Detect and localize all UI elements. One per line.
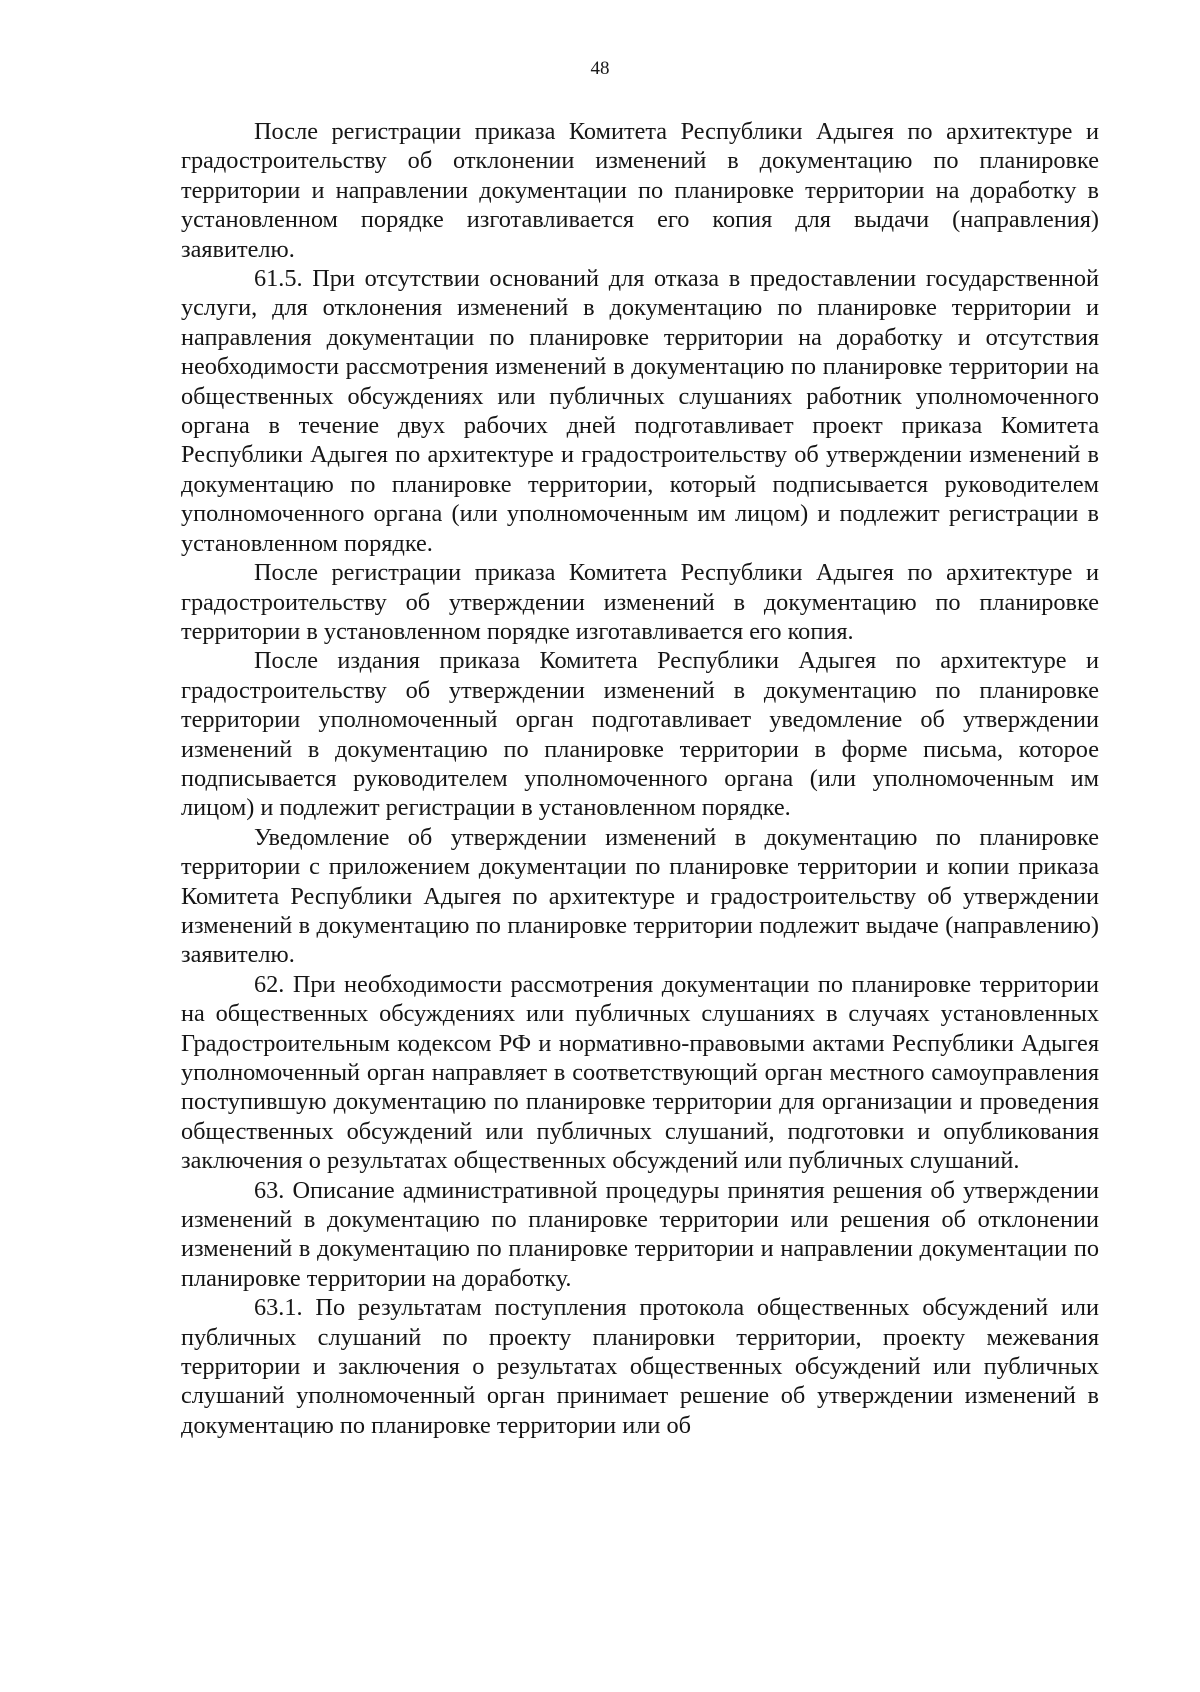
paragraph-62: 62. При необходимости рассмотрения документации по планировке территории на общественных обсуждениях или публичных слушаниях в случаях установленных Градостроительным кодексом РФ и нормативно-правовыми актами Республики Адыгея уполномоченный орган направляет в соответствующий орган местного самоуправления поступившую документацию по планировке территории для организации и проведения общественных обсуждений или публичных слушаний, подготовки и опубликования заключения о результатах общественных обсуждений или публичных слушаний. [181,970,1099,1175]
paragraph-notification-prep: После издания приказа Комитета Республики Адыгея по архитектуре и градостроительству об утверждении изменений в документацию по планировке территории уполномоченный орган подготавливает уведомление об утверждении изменений в документацию по планировке территории в форме письма, которое подписывается руководителем уполномоченного органа (или уполномоченным им лицом) и подлежит регистрации в установленном порядке. [181,647,1099,822]
paragraph-63-1: 63.1. По результатам поступления протокола общественных обсуждений или публичных слушаний по проекту планировки территории, проекту межевания территории и заключения о результатах общественных обсуждений или публичных слушаний уполномоченный орган принимает решение об утверждении изменений в документацию по планировке территории или об [181,1294,1099,1439]
paragraph-notification-issue: Уведомление об утверждении изменений в документацию по планировке территории с приложением документации по планировке территории и копии приказа Комитета Республики Адыгея по архитектуре и градостроительству об утверждении изменений в документацию по планировке территории подлежит выдаче (направлению) заявителю. [181,823,1099,969]
paragraph-61-5: 61.5. При отсутствии оснований для отказа в предоставлении государственной услуги, для отклонения изменений в документацию по планировке территории и направления документации по планировке территории на доработку и отсутствия необходимости рассмотрения изменений в документацию по планировке территории на общественных обсуждениях или публичных слушаниях работник уполномоченного органа в течение двух рабочих дней подготавливает проект приказа Комитета Республики Адыгея по архитектуре и градостроительству об утверждении изменений в документацию по планировке территории, который подписывается руководителем уполномоченного органа (или уполномоченным им лицом) и подлежит регистрации в установленном порядке. [181,265,1099,557]
paragraph-63: 63. Описание административной процедуры принятия решения об утверждении изменений в документацию по планировке территории или решения об отклонении изменений в документацию по планировке территории и направлении документации по планировке территории на доработку. [181,1176,1099,1292]
document-body [181,117,1099,1440]
paragraph-rejection-copy: После регистрации приказа Комитета Республики Адыгея по архитектуре и градостроительству об отклонении изменений в документацию по планировке территории и направлении документации по планировке территории на доработку в установленном порядке изготавливается его копия для выдачи (направления) заявителю. [181,118,1099,263]
paragraph-approval-copy: После регистрации приказа Комитета Республики Адыгея по архитектуре и градостроительству об утверждении изменений в документацию по планировке территории в установленном порядке изготавливается его копия. [181,559,1099,645]
page-number: 48 [590,58,610,79]
